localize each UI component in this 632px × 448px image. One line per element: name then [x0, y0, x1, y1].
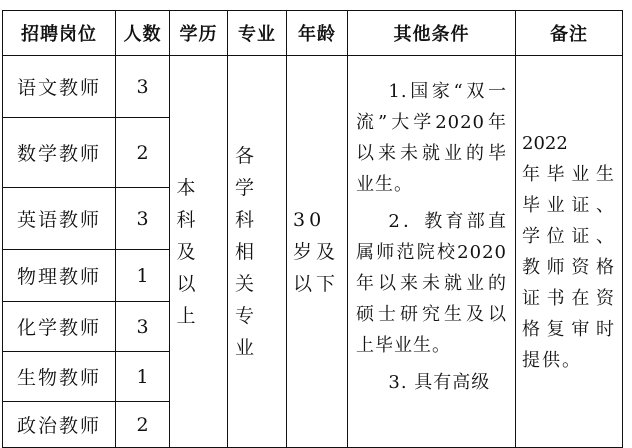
- education-text: 本科及以上: [176, 176, 202, 327]
- post-cell: 生物教师: [3, 352, 116, 402]
- header-conditions: 其他条件: [348, 11, 516, 56]
- age-cell: [287, 56, 348, 448]
- condition-item: 3. 具有高级: [388, 372, 491, 393]
- header-post: 招聘岗位: [3, 11, 116, 56]
- major-cell: [228, 56, 287, 448]
- condition-item: 1.国家“双一流”大学2020年以来未就业的毕业生。: [356, 81, 507, 195]
- post-cell: 语文教师: [3, 56, 116, 118]
- header-notes: 备注: [516, 11, 623, 56]
- education-cell: [170, 56, 228, 448]
- count-cell: 1: [116, 352, 170, 402]
- condition-item: 2．教育部直属师范院校2020年以来未就业的硕士研究生及以上毕业生。: [356, 211, 507, 356]
- count-cell: 2: [116, 402, 170, 448]
- count-cell: 2: [116, 118, 170, 188]
- age-text: 30岁及以下: [293, 208, 340, 295]
- post-cell: 化学教师: [3, 302, 116, 352]
- table-row: [3, 56, 623, 118]
- header-count: 人数: [116, 11, 170, 56]
- count-cell: 3: [116, 56, 170, 118]
- header-age: 年龄: [287, 11, 348, 56]
- count-cell: 3: [116, 302, 170, 352]
- post-cell: 政治教师: [3, 402, 116, 448]
- post-cell: 物理教师: [3, 250, 116, 302]
- header-major: 专业: [228, 11, 287, 56]
- header-row: [3, 11, 623, 56]
- post-cell: 英语教师: [3, 188, 116, 250]
- note-text: 年毕业生毕业证、学位证、教师资格证书在资格复审时提供。: [522, 163, 616, 371]
- count-cell: 3: [116, 188, 170, 250]
- conditions-cell: [348, 56, 516, 448]
- count-cell: 1: [116, 250, 170, 302]
- recruitment-table: [2, 10, 623, 448]
- post-cell: 数学教师: [3, 118, 116, 188]
- note-year: 2022: [522, 132, 568, 154]
- header-education: 学历: [170, 11, 228, 56]
- notes-cell: [516, 56, 623, 448]
- cropped-text-fragment: [60, 0, 190, 5]
- major-text: 各学科相关专业: [235, 144, 261, 359]
